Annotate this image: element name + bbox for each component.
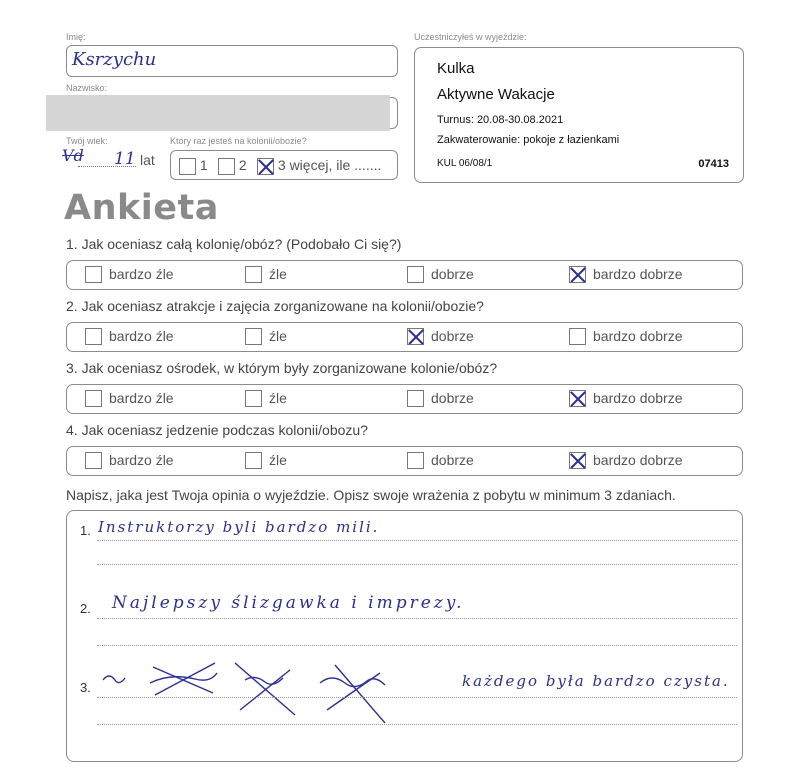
option-label: bardzo źle <box>109 266 174 282</box>
which-time-field <box>170 150 398 180</box>
question-4-options <box>66 446 743 476</box>
question-3-option-3[interactable] <box>407 390 474 407</box>
trip-code: KUL 06/08/1 <box>437 158 493 169</box>
checkbox[interactable] <box>245 452 262 469</box>
question-4-option-3[interactable] <box>407 452 474 469</box>
question-1-options <box>66 260 743 290</box>
which-time-option-2[interactable]: 2 <box>218 157 247 175</box>
option-label: źle <box>269 266 287 282</box>
checkbox-3-checked[interactable] <box>257 158 274 175</box>
checkbox[interactable] <box>245 266 262 283</box>
question-4-text: 4. Jak oceniasz jedzenie podczas kolonii/obozu? <box>66 422 368 438</box>
question-3-options <box>66 384 743 414</box>
question-2-options <box>66 322 743 352</box>
option-label: dobrze <box>431 452 474 468</box>
question-1-text: 1. Jak oceniasz całą kolonię/obóz? (Podobało Ci się?) <box>66 236 402 252</box>
question-1-option-2[interactable] <box>245 266 287 283</box>
option-label: dobrze <box>431 266 474 282</box>
question-1-option-1[interactable] <box>85 266 174 283</box>
trip-name: Kulka <box>437 60 475 77</box>
ruled-line <box>97 564 737 565</box>
checkbox[interactable] <box>407 266 424 283</box>
crossed-out-scribble <box>95 655 435 725</box>
checkbox[interactable] <box>245 390 262 407</box>
opinion-number-3: 3. <box>80 680 91 695</box>
question-3-option-4[interactable] <box>569 390 683 407</box>
option-label: źle <box>269 452 287 468</box>
checkbox-1[interactable] <box>179 158 196 175</box>
option-label: dobrze <box>431 390 474 406</box>
question-3-option-2[interactable] <box>245 390 287 407</box>
checkbox[interactable] <box>85 452 102 469</box>
checkbox[interactable] <box>85 328 102 345</box>
question-3-option-1[interactable] <box>85 390 174 407</box>
name-label: Imię: <box>66 32 86 42</box>
option-label: bardzo źle <box>109 328 174 344</box>
opinion-number-2: 2. <box>80 601 91 616</box>
redaction-block <box>46 95 390 131</box>
checkbox[interactable] <box>569 328 586 345</box>
option-label: źle <box>269 390 287 406</box>
option-label: dobrze <box>431 328 474 344</box>
question-2-option-2[interactable] <box>245 328 287 345</box>
checkbox-2[interactable] <box>218 158 235 175</box>
checkbox[interactable] <box>85 390 102 407</box>
ruled-line <box>97 645 737 646</box>
ruled-line <box>97 724 737 725</box>
checkbox-checked[interactable] <box>407 328 424 345</box>
checkbox[interactable] <box>85 266 102 283</box>
option-label: bardzo dobrze <box>593 390 683 406</box>
trip-turnus: Turnus: 20.08-30.08.2021 <box>437 114 564 126</box>
opinion-prompt: Napisz, jaka jest Twoja opinia o wyjeździe. Opisz swoje wrażenia z pobytu w minimum 3 zdaniach. <box>66 487 676 503</box>
age-crossed-scribble: Vd <box>62 146 84 165</box>
checkbox-checked[interactable] <box>569 266 586 283</box>
opinion-line-3: każdego była bardzo czysta. <box>462 672 730 690</box>
trip-number: 07413 <box>698 158 729 170</box>
question-2-option-4[interactable] <box>569 328 683 345</box>
question-2-option-3[interactable] <box>407 328 474 345</box>
question-1-option-4[interactable] <box>569 266 683 283</box>
age-field[interactable] <box>60 148 160 176</box>
trip-accommodation: Zakwaterowanie: pokoje z łazienkami <box>437 134 620 146</box>
question-4-option-2[interactable] <box>245 452 287 469</box>
trip-program: Aktywne Wakacje <box>437 86 555 103</box>
ruled-line <box>97 697 737 698</box>
question-1-option-3[interactable] <box>407 266 474 283</box>
participated-label: Uczestniczyłeś w wyjeździe: <box>414 32 527 42</box>
option-label: bardzo dobrze <box>593 328 683 344</box>
checkbox-checked[interactable] <box>569 452 586 469</box>
opinion-line-2: Najlepszy ślizgawka i imprezy. <box>112 593 465 613</box>
age-unit: lat <box>140 152 155 168</box>
checkbox[interactable] <box>407 390 424 407</box>
question-3-text: 3. Jak oceniasz ośrodek, w którym były zorganizowane kolonie/obóz? <box>66 360 498 376</box>
opinion-number-1: 1. <box>80 523 91 538</box>
name-field[interactable] <box>66 45 398 77</box>
option-label: bardzo źle <box>109 390 174 406</box>
surname-label: Nazwisko: <box>66 83 108 93</box>
which-time-option-3[interactable]: 3 więcej, ile ....... <box>257 157 381 175</box>
age-label: Twój wiek: <box>66 136 108 146</box>
option-label: bardzo dobrze <box>593 452 683 468</box>
age-value: 11 <box>114 149 136 169</box>
question-2-option-1[interactable] <box>85 328 174 345</box>
question-4-option-4[interactable] <box>569 452 683 469</box>
ruled-line <box>97 618 737 619</box>
question-2-text: 2. Jak oceniasz atrakcje i zajęcia zorganizowane na kolonii/obozie? <box>66 298 484 314</box>
name-value: Ksrzychu <box>72 49 157 70</box>
which-time-option-1[interactable]: 1 <box>179 157 208 175</box>
checkbox-checked[interactable] <box>569 390 586 407</box>
question-4-option-1[interactable] <box>85 452 174 469</box>
option-label: źle <box>269 328 287 344</box>
opinion-line-1: Instruktorzy byli bardzo mili. <box>98 518 380 536</box>
option-label: bardzo źle <box>109 452 174 468</box>
option-label: bardzo dobrze <box>593 266 683 282</box>
survey-title: Ankieta <box>64 188 219 228</box>
checkbox[interactable] <box>407 452 424 469</box>
trip-card <box>414 47 744 183</box>
ruled-line <box>97 540 737 541</box>
checkbox[interactable] <box>245 328 262 345</box>
which-time-label: Który raz jesteś na kolonii/obozie? <box>170 136 307 146</box>
